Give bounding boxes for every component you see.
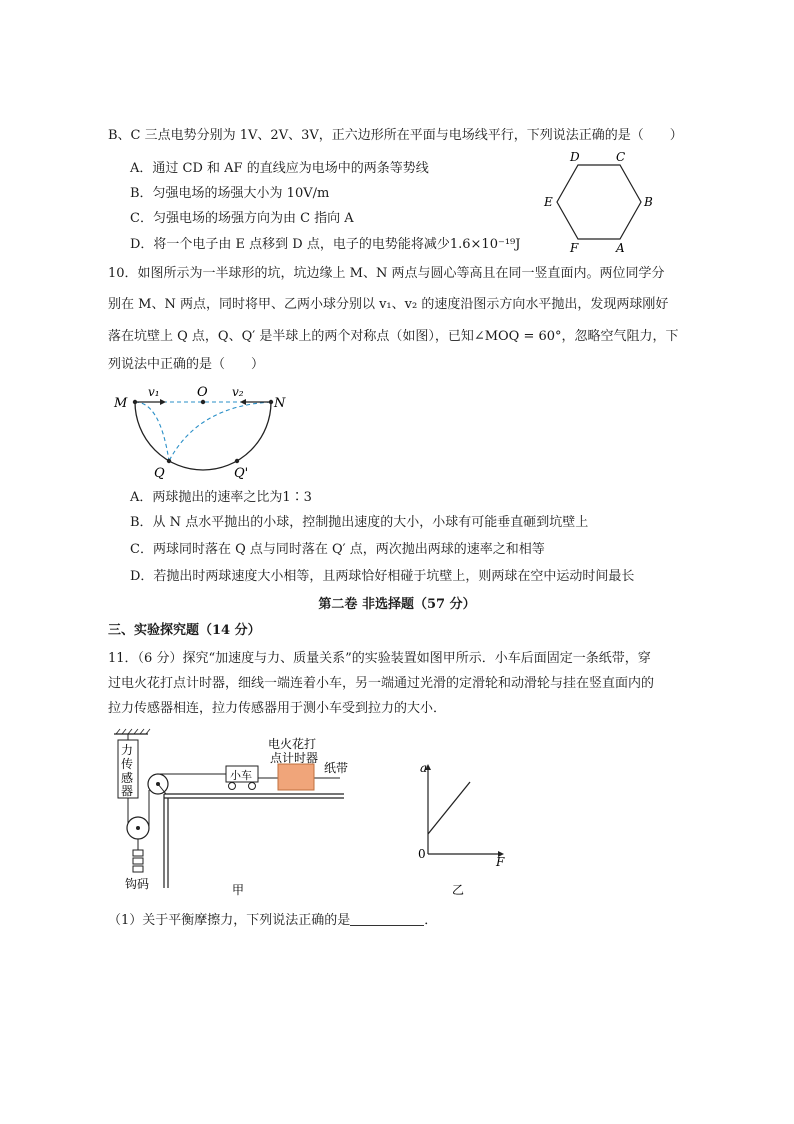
q11-line-3: 拉力传感器相连，拉力传感器用于测小车受到拉力的大小． [108,701,447,716]
fig10-label-v1: v₁ [148,385,160,399]
hex-label-b: B [644,195,653,209]
hex-label-c: C [616,150,626,164]
q10-option-d: D．若抛出时两球速度大小相等，且两球恰好相碰于坑壁上，则两球在空中运动时间最长 [130,569,635,584]
fig10-label-n: N [274,396,286,411]
timer-label-line-2: 点计时器 [270,751,319,765]
q10-line-1: 10．如图所示为一半球形的坑，坑边缘上 M、N 两点与圆心等高且在同一竖直面内。两位同学分 [108,266,665,281]
timer-label-line-1: 电火花打 [268,737,317,751]
graph-figure-yi [392,758,522,898]
q11-sub1-end: ． [424,913,438,928]
part-two-heading: 第二卷 非选择题（57 分） [318,597,476,612]
q11-sub1-text: （1）关于平衡摩擦力，下列说法正确的是 [108,913,351,928]
axis-label-a: a [420,761,428,775]
q11-line-1: 11．（6 分）探究“加速度与力、质量关系”的实验装置如图甲所示．小车后面固定一条纸带，穿 [108,651,651,666]
hex-label-f: F [570,241,579,255]
sensor-char-1: 力 [121,743,134,757]
q10-line-3: 落在坑壁上 Q 点，Q、Q′ 是半球上的两个对称点（如图），已知∠MOQ = 60°，忽略空气阻力，下 [108,329,679,344]
q9-option-b: B．匀强电场的场强大小为 10V/m [130,186,330,201]
weight-label: 钩码 [125,877,150,891]
q9-option-d: D．将一个电子由 E 点移到 D 点，电子的电势能将减少1.6×10⁻¹⁹J [130,237,521,252]
sensor-char-3: 感 [121,771,134,785]
figure-yi-label: 乙 [452,883,465,897]
fig10-label-qprime: Q' [234,466,249,481]
q10-line-2: 别在 M、N 两点，同时将甲、乙两小球分别以 v₁、v₂ 的速度沿图示方向水平抛出，发现两球刚好 [108,297,669,312]
q10-line-4: 列说法中正确的是（ ） [108,357,265,372]
q10-option-c: C．两球同时落在 Q 点与同时落在 Q′ 点，两次抛出两球的速率之和相等 [130,542,545,557]
section-three-heading: 三、实验探究题（14 分） [108,623,261,638]
figure-jia-label: 甲 [232,883,245,897]
q10-option-b: B．从 N 点水平抛出的小球，控制抛出速度的大小，小球有可能垂直砸到坑壁上 [130,515,589,530]
hexagon-figure [538,145,658,255]
hex-label-a: A [616,241,625,255]
sensor-char-2: 传 [121,757,134,771]
cart-label: 小车 [230,769,252,782]
fig10-label-o: O [197,385,208,400]
hemisphere-pit-figure [108,382,298,482]
answer-blank[interactable] [350,912,424,926]
q9-option-a: A．通过 CD 和 AF 的直线应为电场中的两条等势线 [130,161,429,176]
q9-stem: B、C 三点电势分别为 1V、2V、3V，正六边形所在平面与电场线平行，下列说法正确的是（ ） [108,128,683,143]
fig10-label-q: Q [154,466,165,481]
fig10-label-m: M [114,396,128,411]
origin-label: 0 [418,847,426,861]
tape-label: 纸带 [324,761,349,775]
sensor-char-4: 器 [121,784,134,798]
q11-sub-question-1 [108,912,437,930]
apparatus-figure-jia [108,728,388,898]
axis-label-f: F [496,855,505,869]
hex-label-e: E [544,195,553,209]
q11-line-2: 过电火花打点计时器，细线一端连着小车，另一端通过光滑的定滑轮和动滑轮与挂在竖直面内的 [108,676,655,691]
fig10-label-v2: v₂ [232,385,244,399]
q9-option-c: C．匀强电场的场强方向为由 C 指向 A [130,211,354,226]
hex-label-d: D [570,150,580,164]
q10-option-a: A．两球抛出的速率之比为1∶3 [130,490,312,505]
